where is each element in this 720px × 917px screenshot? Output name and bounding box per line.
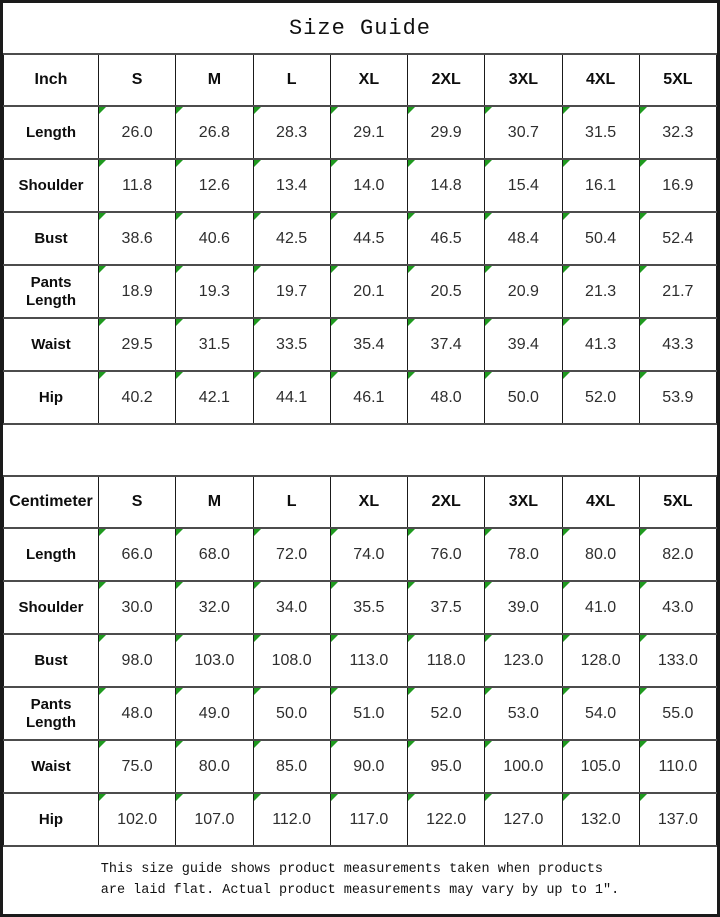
size-header-row (4, 54, 717, 106)
unit-header: Centimeter (4, 476, 99, 528)
measurement-label: Waist (4, 740, 99, 793)
measurement-value: 44.5 (330, 212, 407, 265)
measurement-value: 42.1 (176, 371, 253, 424)
measurement-row (4, 265, 717, 318)
measurement-value: 41.3 (562, 318, 639, 371)
measurement-value: 13.4 (253, 159, 330, 212)
measurement-value: 98.0 (99, 634, 176, 687)
size-column-header: 5XL (639, 476, 716, 528)
size-column-header: 5XL (639, 54, 716, 106)
measurement-value: 38.6 (99, 212, 176, 265)
measurement-value: 55.0 (639, 687, 716, 740)
measurement-value: 30.0 (99, 581, 176, 634)
measurement-value: 118.0 (408, 634, 485, 687)
measurement-value: 48.0 (408, 371, 485, 424)
measurement-label: Bust (4, 212, 99, 265)
measurement-value: 32.3 (639, 106, 716, 159)
measurement-value: 132.0 (562, 793, 639, 846)
measurement-value: 50.0 (253, 687, 330, 740)
measurement-value: 34.0 (253, 581, 330, 634)
measurement-value: 29.1 (330, 106, 407, 159)
measurement-value: 20.1 (330, 265, 407, 318)
size-header-row (4, 476, 717, 528)
page-title: Size Guide (288, 15, 432, 41)
measurement-value: 46.1 (330, 371, 407, 424)
measurement-row (4, 528, 717, 581)
measurement-value: 43.3 (639, 318, 716, 371)
size-column-header: 2XL (408, 476, 485, 528)
measurement-value: 68.0 (176, 528, 253, 581)
measurement-value: 21.3 (562, 265, 639, 318)
measurement-value: 18.9 (99, 265, 176, 318)
measurement-value: 44.1 (253, 371, 330, 424)
measurement-value: 52.0 (562, 371, 639, 424)
measurement-value: 95.0 (408, 740, 485, 793)
measurement-value: 78.0 (485, 528, 562, 581)
measurement-value: 48.0 (99, 687, 176, 740)
measurement-value: 50.0 (485, 371, 562, 424)
measurement-value: 14.8 (408, 159, 485, 212)
size-column-header: L (253, 54, 330, 106)
measurement-value: 74.0 (330, 528, 407, 581)
measurement-value: 110.0 (639, 740, 716, 793)
measurement-value: 11.8 (99, 159, 176, 212)
size-column-header: 4XL (562, 476, 639, 528)
measurement-value: 108.0 (253, 634, 330, 687)
measurement-value: 16.9 (639, 159, 716, 212)
measurement-value: 52.0 (408, 687, 485, 740)
measurement-value: 41.0 (562, 581, 639, 634)
size-column-header: 2XL (408, 54, 485, 106)
size-column-header: S (99, 476, 176, 528)
measurement-value: 20.9 (485, 265, 562, 318)
measurement-value: 35.4 (330, 318, 407, 371)
measurement-value: 52.4 (639, 212, 716, 265)
size-column-header: 3XL (485, 54, 562, 106)
measurement-label: Length (4, 106, 99, 159)
measurement-value: 90.0 (330, 740, 407, 793)
table-gap (3, 425, 717, 475)
measurement-value: 19.3 (176, 265, 253, 318)
measurement-value: 80.0 (562, 528, 639, 581)
measurement-value: 43.0 (639, 581, 716, 634)
measurement-value: 66.0 (99, 528, 176, 581)
size-column-header: S (99, 54, 176, 106)
measurement-value: 49.0 (176, 687, 253, 740)
measurement-value: 117.0 (330, 793, 407, 846)
size-column-header: L (253, 476, 330, 528)
measurement-row (4, 634, 717, 687)
size-column-header: M (176, 476, 253, 528)
size-column-header: XL (330, 54, 407, 106)
measurement-value: 72.0 (253, 528, 330, 581)
measurement-value: 29.9 (408, 106, 485, 159)
measurement-value: 31.5 (562, 106, 639, 159)
measurement-value: 85.0 (253, 740, 330, 793)
measurement-value: 137.0 (639, 793, 716, 846)
measurement-value: 133.0 (639, 634, 716, 687)
measurement-value: 26.0 (99, 106, 176, 159)
measurement-value: 103.0 (176, 634, 253, 687)
measurement-value: 127.0 (485, 793, 562, 846)
measurement-row (4, 318, 717, 371)
measurement-value: 19.7 (253, 265, 330, 318)
measurement-label: Length (4, 528, 99, 581)
measurement-value: 51.0 (330, 687, 407, 740)
measurement-value: 48.4 (485, 212, 562, 265)
measurement-value: 54.0 (562, 687, 639, 740)
size-column-header: XL (330, 476, 407, 528)
unit-header: Inch (4, 54, 99, 106)
measurement-value: 32.0 (176, 581, 253, 634)
measurement-value: 20.5 (408, 265, 485, 318)
measurement-label: Pants Length (4, 687, 99, 740)
measurement-value: 26.8 (176, 106, 253, 159)
inch-size-table (3, 53, 717, 425)
measurement-label: Hip (4, 793, 99, 846)
measurement-value: 100.0 (485, 740, 562, 793)
size-column-header: M (176, 54, 253, 106)
measurement-row (4, 793, 717, 846)
measurement-value: 80.0 (176, 740, 253, 793)
measurement-value: 37.5 (408, 581, 485, 634)
measurement-value: 53.9 (639, 371, 716, 424)
measurement-value: 112.0 (253, 793, 330, 846)
measurement-value: 12.6 (176, 159, 253, 212)
measurement-label: Shoulder (4, 159, 99, 212)
measurement-value: 105.0 (562, 740, 639, 793)
measurement-row (4, 687, 717, 740)
footer-note-line1: This size guide shows product measurements taken when products (100, 861, 604, 877)
measurement-value: 15.4 (485, 159, 562, 212)
measurement-value: 16.1 (562, 159, 639, 212)
measurement-value: 40.6 (176, 212, 253, 265)
measurement-value: 128.0 (562, 634, 639, 687)
measurement-value: 40.2 (99, 371, 176, 424)
measurement-label: Pants Length (4, 265, 99, 318)
measurement-value: 123.0 (485, 634, 562, 687)
measurement-value: 39.4 (485, 318, 562, 371)
measurement-value: 21.7 (639, 265, 716, 318)
measurement-value: 37.4 (408, 318, 485, 371)
measurement-value: 107.0 (176, 793, 253, 846)
measurement-value: 46.5 (408, 212, 485, 265)
measurement-value: 42.5 (253, 212, 330, 265)
measurement-value: 30.7 (485, 106, 562, 159)
size-column-header: 4XL (562, 54, 639, 106)
measurement-label: Shoulder (4, 581, 99, 634)
measurement-value: 76.0 (408, 528, 485, 581)
measurement-value: 29.5 (99, 318, 176, 371)
measurement-label: Bust (4, 634, 99, 687)
measurement-value: 82.0 (639, 528, 716, 581)
footer-note-line2: are laid flat. Actual product measurements may vary by up to 1″. (100, 882, 620, 898)
measurement-value: 75.0 (99, 740, 176, 793)
measurement-value: 53.0 (485, 687, 562, 740)
measurement-row (4, 581, 717, 634)
measurement-row (4, 740, 717, 793)
measurement-value: 35.5 (330, 581, 407, 634)
centimeter-size-table (3, 475, 717, 847)
measurement-label: Waist (4, 318, 99, 371)
measurement-value: 39.0 (485, 581, 562, 634)
measurement-value: 33.5 (253, 318, 330, 371)
measurement-value: 50.4 (562, 212, 639, 265)
measurement-row (4, 159, 717, 212)
footer-note (3, 847, 717, 914)
measurement-value: 102.0 (99, 793, 176, 846)
measurement-label: Hip (4, 371, 99, 424)
measurement-value: 14.0 (330, 159, 407, 212)
measurement-row (4, 106, 717, 159)
measurement-value: 31.5 (176, 318, 253, 371)
size-column-header: 3XL (485, 476, 562, 528)
measurement-value: 122.0 (408, 793, 485, 846)
footer-note-block (101, 860, 619, 902)
measurement-row (4, 371, 717, 424)
measurement-row (4, 212, 717, 265)
measurement-value: 28.3 (253, 106, 330, 159)
measurement-value: 113.0 (330, 634, 407, 687)
